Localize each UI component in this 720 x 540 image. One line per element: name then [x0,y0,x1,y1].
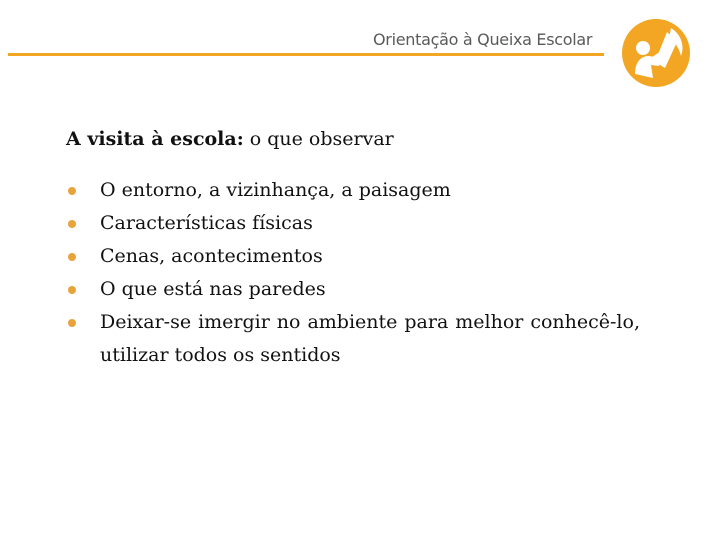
bullet-dot-icon [68,286,76,294]
list-item [66,273,640,306]
list-item [66,306,640,372]
bullet-dot-icon [68,319,76,327]
bullet-dot-icon [68,220,76,228]
bullet-list [66,174,640,372]
heading-bold-part: A visita à escola: [66,128,244,150]
list-item-text: Características físicas [100,212,313,234]
list-item [66,207,640,240]
header-title: Orientação à Queixa Escolar [373,30,593,49]
heading-rest-part: o que observar [243,128,394,150]
slide-heading [66,124,640,154]
child-reading-logo-icon [621,18,691,88]
bullet-dot-icon [68,187,76,195]
list-item-text: Cenas, acontecimentos [100,245,323,267]
list-item-text: Deixar-se imergir no ambiente para melhor conhecê-lo, utilizar todos os sentidos [100,311,640,366]
header-divider [8,53,604,56]
list-item-text: O entorno, a vizinhança, a paisagem [100,179,451,201]
list-item [66,240,640,273]
list-item-text: O que está nas paredes [100,278,326,300]
slide-content [66,124,640,372]
bullet-dot-icon [68,253,76,261]
list-item [66,174,640,207]
